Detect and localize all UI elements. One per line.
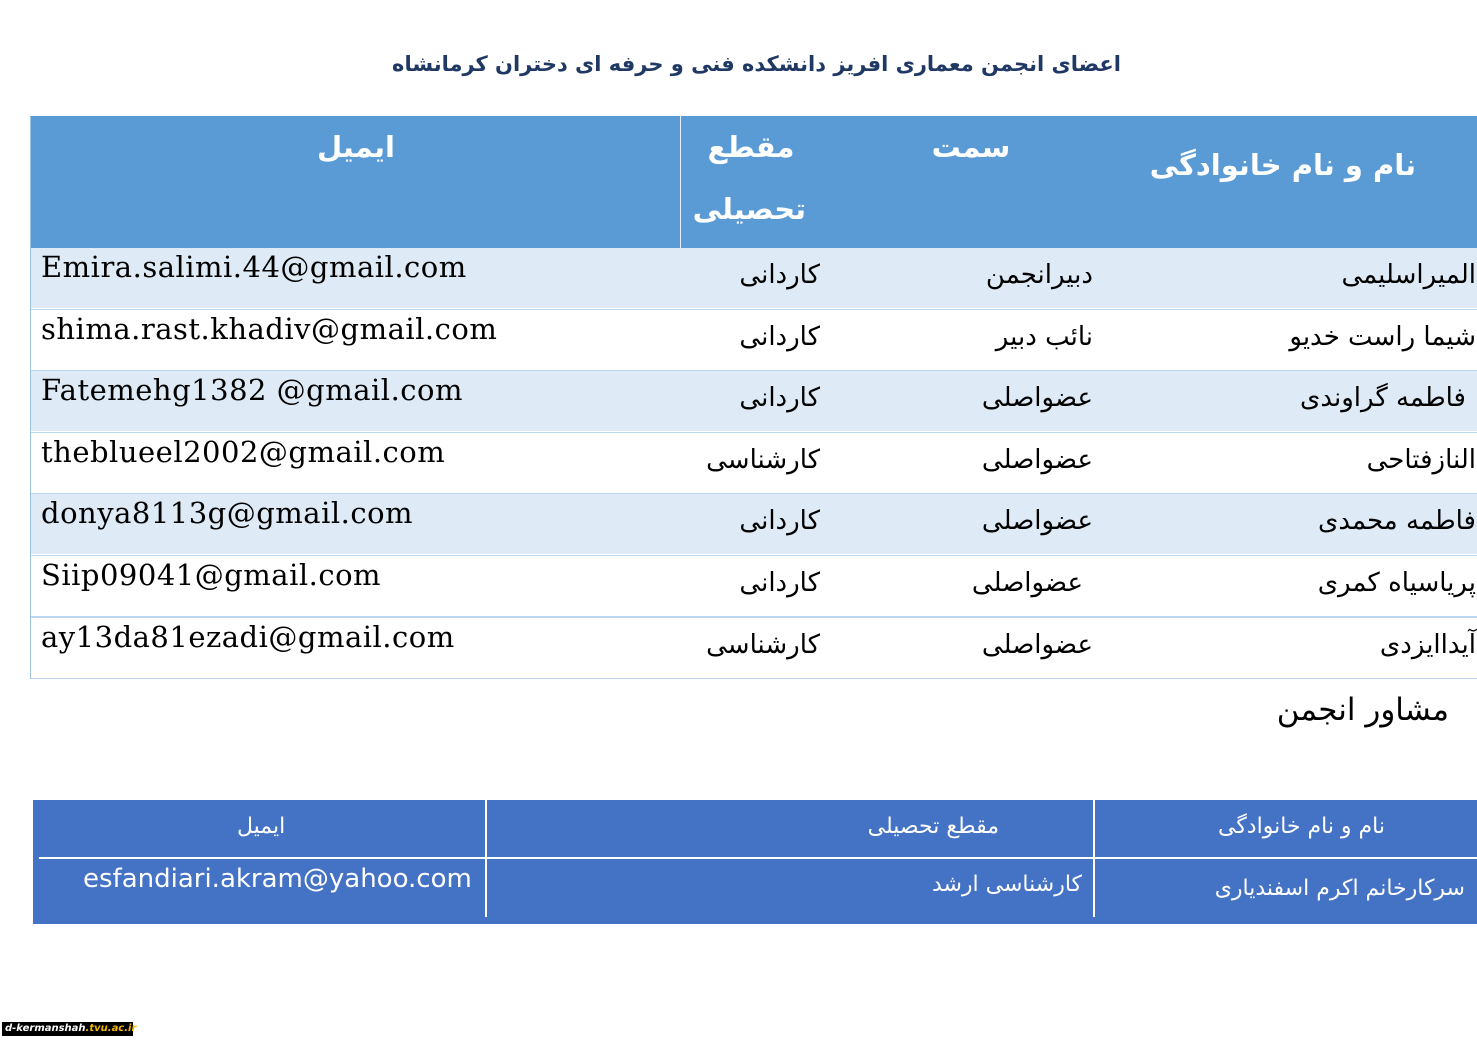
- member-position: دبیرانجمن: [985, 260, 1093, 290]
- member-degree: کاردانی: [739, 383, 820, 413]
- member-degree: کاردانی: [739, 568, 820, 598]
- advisor-header-degree: مقطع تحصیلی: [867, 814, 999, 839]
- advisor-header-name: نام و نام خانوادگی: [1217, 814, 1385, 839]
- member-email: shima.rast.khadiv@gmail.com: [41, 312, 498, 346]
- members-table: [30, 116, 1477, 679]
- table-row: [31, 494, 1477, 555]
- advisor-heading: مشاور انجمن: [1276, 692, 1449, 728]
- member-email: theblueel2002@gmail.com: [41, 435, 446, 469]
- member-degree: کاردانی: [739, 506, 820, 536]
- header-position: سمت: [931, 130, 1011, 164]
- member-position: عضواصلی: [981, 506, 1093, 536]
- member-email: donya8113g@gmail.com: [41, 496, 414, 530]
- member-position: عضواصلی: [971, 568, 1083, 598]
- table-row: [31, 617, 1477, 679]
- table-row: [31, 309, 1477, 371]
- member-position: عضواصلی: [981, 383, 1093, 413]
- site-watermark: [2, 1022, 137, 1036]
- advisor-table: [33, 800, 1477, 924]
- member-name: آیداایزدی: [1379, 630, 1476, 660]
- member-email: Fatemehg1382 @gmail.com: [41, 373, 464, 407]
- page-title: اعضای انجمن معماری افریز دانشکده فنی و حرفه ای دختران کرمانشاه: [392, 52, 1121, 76]
- header-degree-line1: مقطع: [707, 130, 795, 164]
- header-degree-line2: تحصیلی: [692, 192, 806, 226]
- member-email: ay13da81ezadi@gmail.com: [41, 620, 455, 654]
- watermark-prefix: d-kermanshah: [5, 1023, 86, 1034]
- table-row: [31, 371, 1477, 432]
- member-name: شیما راست خدیو: [1289, 322, 1476, 352]
- advisor-degree: کارشناسی ارشد: [931, 872, 1082, 897]
- member-degree: کاردانی: [739, 260, 820, 290]
- header-divider: [680, 116, 681, 248]
- advisor-header-email: ایمیل: [237, 814, 286, 839]
- header-email: ایمیل: [317, 130, 395, 164]
- members-table-header: [31, 116, 1477, 248]
- table-row: [31, 432, 1477, 494]
- member-position: عضواصلی: [981, 630, 1093, 660]
- row-divider: [39, 857, 1477, 859]
- watermark-suffix: .tvu.ac.ir: [85, 1023, 137, 1034]
- member-email: Siip09041@gmail.com: [41, 558, 382, 592]
- member-name: فاطمه محمدی: [1317, 506, 1476, 536]
- member-name: پریاسیاه کمری: [1317, 568, 1476, 598]
- member-position: عضواصلی: [981, 445, 1093, 475]
- member-email: Emira.salimi.44@gmail.com: [41, 250, 467, 284]
- table-row: [31, 248, 1477, 309]
- advisor-email: esfandiari.akram@yahoo.com: [83, 864, 472, 894]
- member-position: نائب دبیر: [995, 322, 1093, 352]
- member-name: النازفتاحی: [1366, 445, 1476, 475]
- member-name: المیراسلیمی: [1341, 260, 1476, 290]
- member-name: فاطمه گراوندی: [1299, 383, 1466, 413]
- advisor-name: سرکارخانم اکرم اسفندیاری: [1214, 876, 1465, 901]
- table-row: [31, 555, 1477, 617]
- header-name: نام و نام خانوادگی: [1149, 148, 1416, 182]
- member-degree: کاردانی: [739, 322, 820, 352]
- member-degree: کارشناسی: [706, 630, 820, 660]
- member-degree: کارشناسی: [706, 445, 820, 475]
